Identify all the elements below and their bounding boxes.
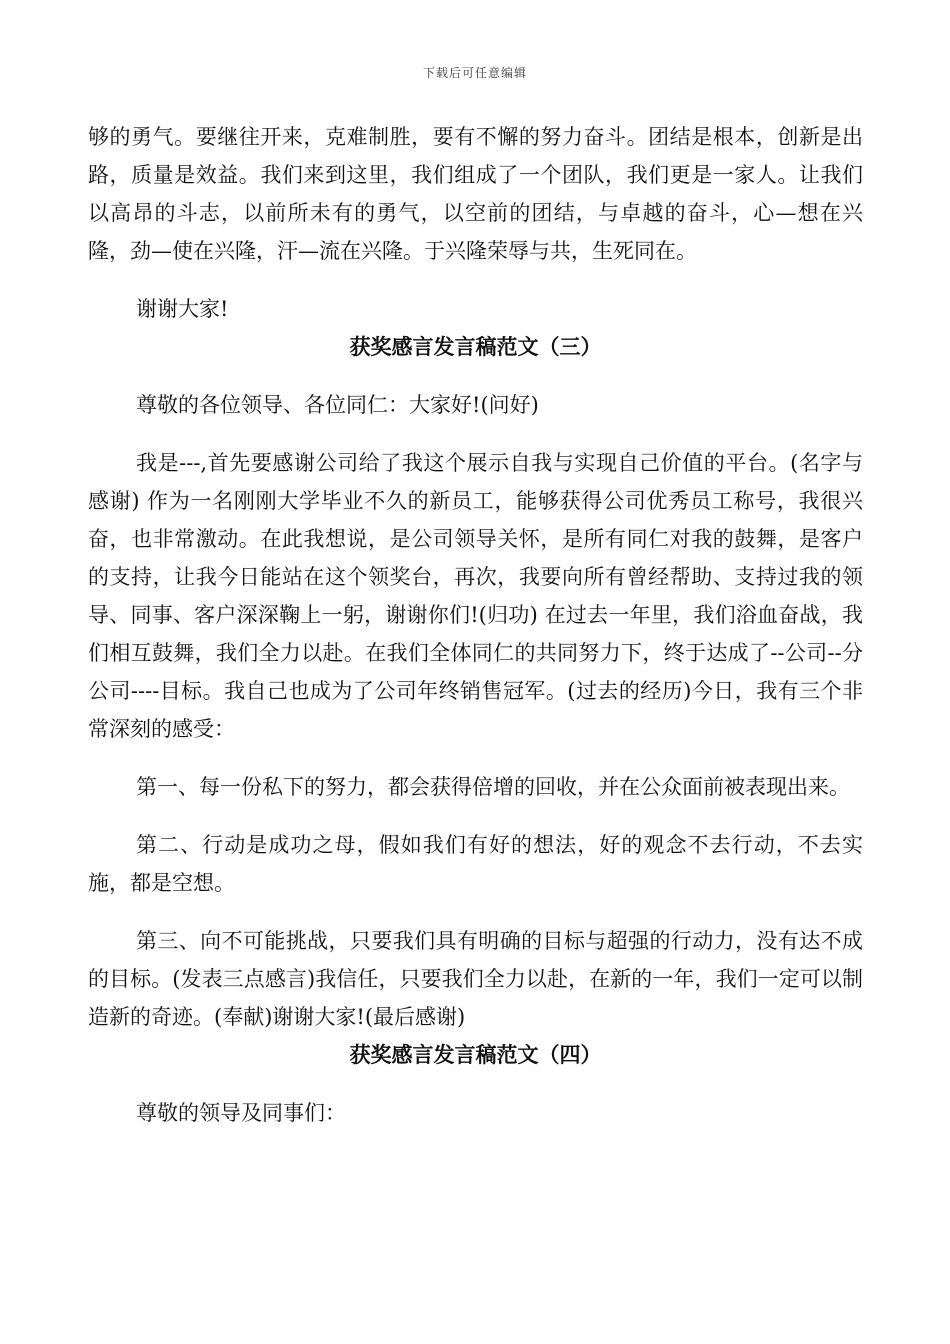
document-body xyxy=(88,118,863,1132)
paragraph-salutation: 尊敬的领导及同事们： xyxy=(136,1101,346,1125)
section-heading-3: 获奖感言发言稿范文（三） xyxy=(349,334,602,359)
paragraph-second-point: 第二、行动是成功之母，假如我们有好的想法，好的观念不去行动，不去实施，都是空想。 xyxy=(88,833,863,895)
paragraph-thanks: 谢谢大家! xyxy=(136,297,229,321)
paragraph-main: 我是---,首先要感谢公司给了我这个展示自我与实现自己价值的平台。(名字与感谢) 作为一名刚刚大学毕业不久的新员工，能够获得公司优秀员工称号，我很兴奋，也非常激动。在此我想说，是公司领导关怀，是所有同仁对我的鼓舞，是客户的支持，让我今日能站在这个领奖台，再次，我要向所有曾经帮助、支持过我的领导、同事、客户深深鞠上一躬，谢谢你们!(归功) 在过去一年里，我们浴血奋战，我们相互鼓舞，我们全力以赴。在我们全体同仁的共同努力下，终于达成了--公司--分公司----目标。我自己也成为了公司年终销售冠军。(过去的经历)今日，我有三个非常深刻的感受： xyxy=(88,451,863,741)
paragraph-greeting: 尊敬的各位领导、各位同仁：大家好!(问好) xyxy=(136,393,539,417)
header-note: 下载后可任意编辑 xyxy=(422,66,527,80)
section-heading-4: 获奖感言发言稿范文（四） xyxy=(349,1042,602,1067)
paragraph-1: 够的勇气。要继往开来，克难制胜，要有不懈的努力奋斗。团结是根本，创新是出路，质量是效益。我们来到这里，我们组成了一个团队，我们更是一家人。让我们以高昂的斗志，以前所未有的勇气，以空前的团结，与卓越的奋斗，心—想在兴隆，劲—使在兴隆，汗—流在兴隆。于兴隆荣辱与共，生死同在。 xyxy=(88,125,863,263)
paragraph-first-point: 第一、每一份私下的努力，都会获得倍增的回收，并在公众面前被表现出来。 xyxy=(136,775,850,799)
paragraph-third-point: 第三、向不可能挑战，只要我们具有明确的目标与超强的行动力，没有达不成的目标。(发表三点感言)我信任，只要我们全力以赴，在新的一年，我们一定可以制造新的奇迹。(奉献)谢谢大家!(最后感谢) xyxy=(88,929,863,1029)
